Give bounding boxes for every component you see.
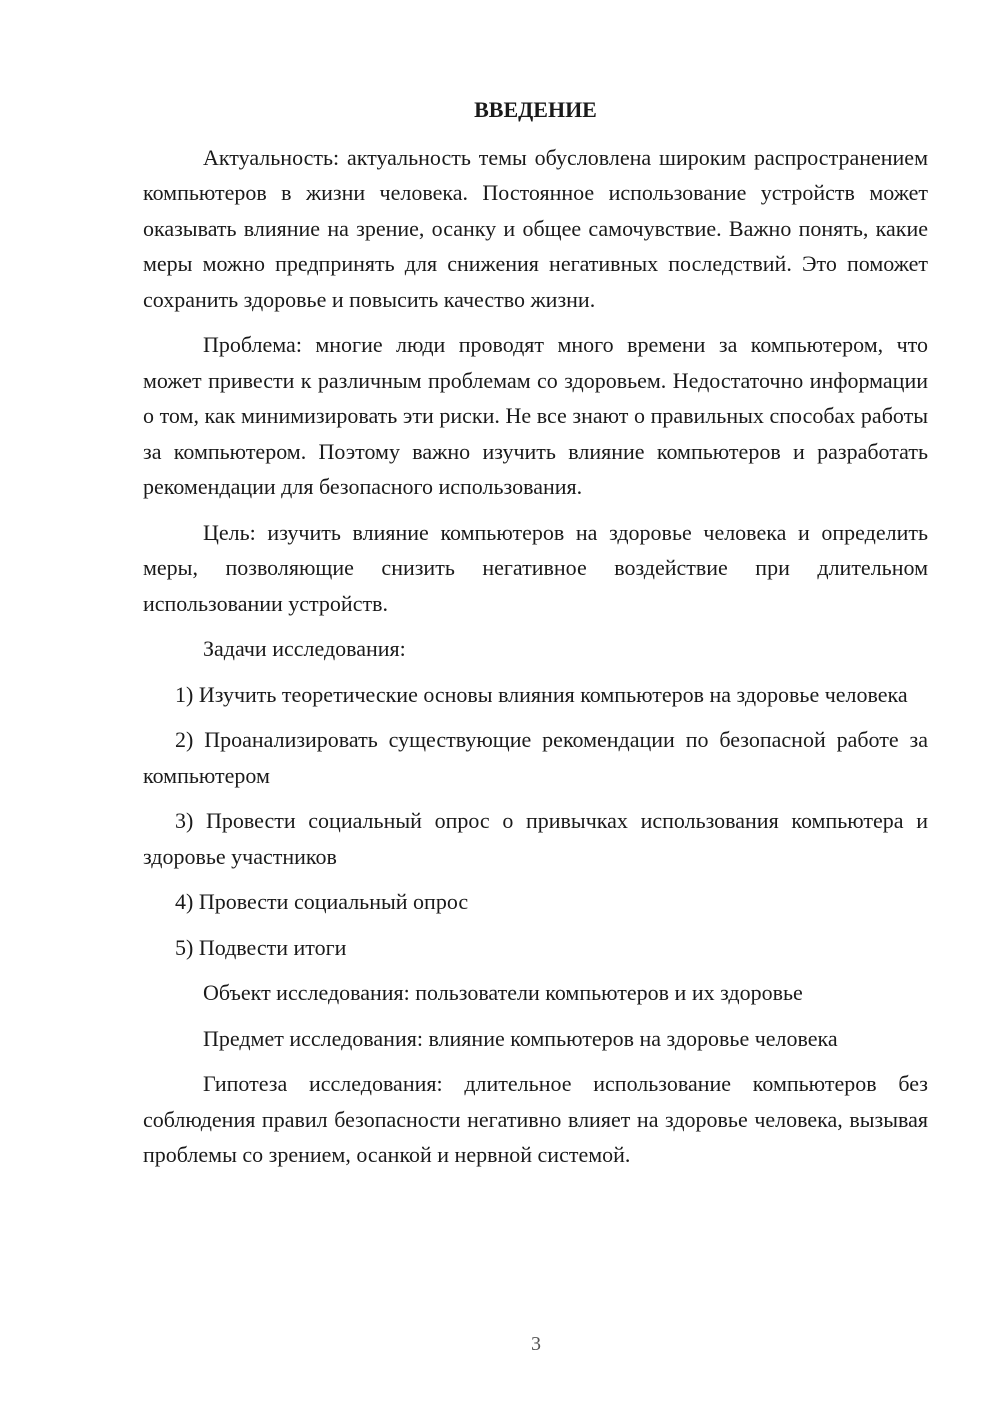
document-page <box>143 92 928 1173</box>
tasks-heading: Задачи исследования: <box>203 636 406 661</box>
goal-paragraph: Цель: изучить влияние компьютеров на здоровье человека и определить меры, позволяющие снизить негативное воздействие при длительном использовании устройств. <box>143 519 928 616</box>
task-item-1: 1) Изучить теоретические основы влияния компьютеров на здоровье человека <box>175 681 908 707</box>
relevance-paragraph: Актуальность: актуальность темы обусловлена широким распространением компьютеров в жизни человека. Постоянное использование устройств может оказывать влияние на зрение, осанку и общее самочувствие. Важно понять, какие меры можно предпринять для снижения негативных последствий. Это поможет сохранить здоровье и повысить качество жизни. <box>143 144 928 312</box>
task-item-2: 2) Проанализировать существующие рекомендации по безопасной работе за компьютером <box>143 727 928 788</box>
problem-paragraph: Проблема: многие люди проводят много времени за компьютером, что может привести к различным проблемам со здоровьем. Недостаточно информации о том, как минимизировать эти риски. Не все знают о правильных способах работы за компьютером. Поэтому важно изучить влияние компьютеров и разработать рекомендации для безопасного использования. <box>143 332 928 499</box>
task-item-4: 4) Провести социальный опрос <box>175 889 469 914</box>
page-title: ВВЕДЕНИЕ <box>474 97 597 122</box>
research-subject: Предмет исследования: влияние компьютеров на здоровье человека <box>203 1025 838 1051</box>
hypothesis-paragraph: Гипотеза исследования: длительное использование компьютеров без соблюдения правил безопасности негативно влияет на здоровье человека, вызывая проблемы со зрением, осанкой и нервной системой. <box>143 1071 928 1167</box>
task-item-3: 3) Провести социальный опрос о привычках использования компьютера и здоровье участников <box>143 808 928 869</box>
research-object: Объект исследования: пользователи компьютеров и их здоровье <box>203 980 803 1005</box>
page-number: 3 <box>531 1333 541 1355</box>
task-item-5: 5) Подвести итоги <box>175 934 347 960</box>
